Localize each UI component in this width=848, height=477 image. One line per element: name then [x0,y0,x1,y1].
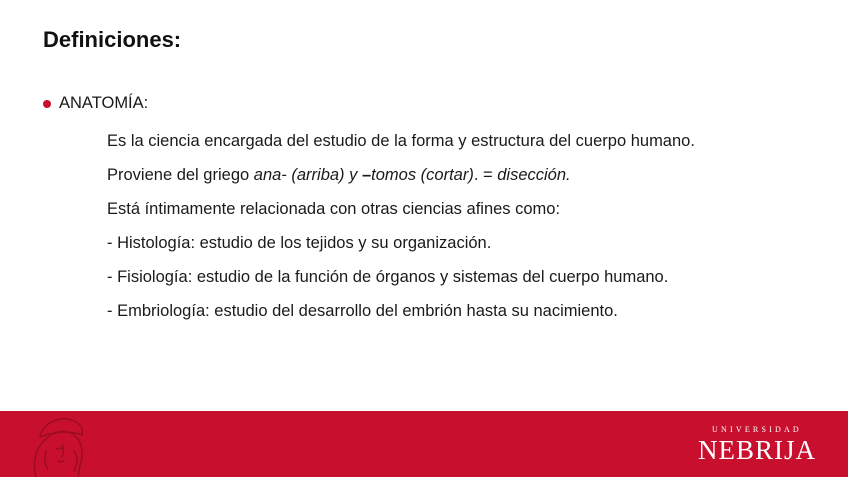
related-sciences-line: Está íntimamente relacionada con otras ciencias afines como: [107,200,561,218]
slide-title: Definiciones: [43,27,182,52]
definition-body [107,124,695,328]
fisiologia-line: - Fisiología: estudio de la función de órganos y sistemas del cuerpo humano. [107,268,669,286]
footer-band [0,411,848,477]
etymology-tomos: tomos (cortar) [371,166,474,184]
nebrija-portrait-icon [22,411,92,477]
etymology-diseccion: disección. [497,166,571,184]
logo-universidad-text: UNIVERSIDAD [712,425,802,434]
etymology-dash: – [361,166,372,184]
etymology-ana: ana- (arriba) y [253,166,362,184]
histologia-line: - Histología: estudio de los tejidos y su organización. [107,234,492,252]
etymology-line [107,158,695,192]
logo-nebrija-text: NEBRIJA [697,435,816,465]
etymology-prefix: Proviene del griego [107,166,254,184]
embriologia-line: - Embriología: estudio del desarrollo del embrión hasta su nacimiento. [107,302,618,320]
bullet-label: ANATOMÍA: [59,94,149,112]
bullet-item-anatomia [43,94,148,113]
etymology-equals: . = [473,166,498,184]
definition-line: Es la ciencia encargada del estudio de la forma y estructura del cuerpo humano. [107,132,695,150]
nebrija-logo [698,425,816,465]
bullet-dot-icon [43,100,51,108]
